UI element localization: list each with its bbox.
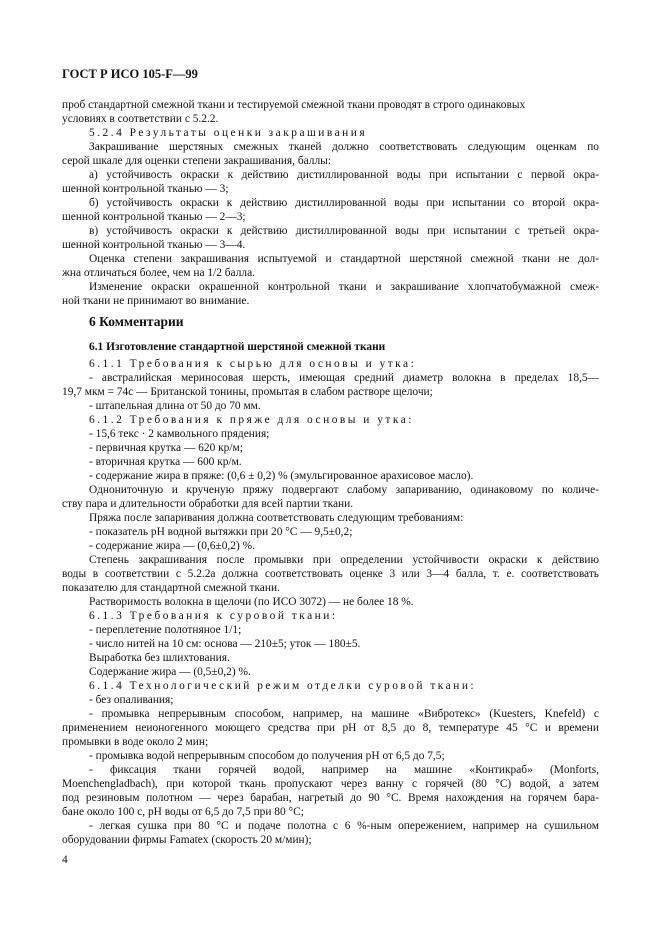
text-line: - без опаливания; bbox=[89, 694, 174, 706]
text-line: шенной контрольной тканью — 3; bbox=[62, 183, 229, 195]
text-line: ной ткани не принимают во внимание. bbox=[62, 295, 250, 307]
text-line: Растворимость волокна в щелочи (по ИСО 3072) — не более 18 %. bbox=[89, 596, 414, 608]
text-line: 19,7 мкм = 74с — Британской тонины, промытая в слабом растворе щелочи; bbox=[62, 386, 433, 398]
text-line: а) устойчивость окраски к действию дистиллированной воды при испытании с первой окра- bbox=[89, 169, 599, 181]
clause-heading-6-1-2: 6.1.2 Требования к пряже для основы и утка: bbox=[89, 414, 414, 426]
text-line: под резиновым полотном — через барабан, нагретый до 90 °С. Время нахождения на горячем бара- bbox=[62, 792, 599, 804]
text-line: применением неионогенного моющего средства при pH от 8,5 до 8, температуре 45 °С и времени bbox=[62, 722, 599, 734]
text-line: условиях в соответствии с 5.2.2. bbox=[62, 113, 219, 125]
text-line: - показатель pH водной вытяжки при 20 °С — 9,5±0,2; bbox=[89, 526, 353, 538]
text-line: - фиксация ткани горячей водой, например на машине «Контикраб» (Monforts, bbox=[89, 764, 599, 776]
text-line: - переплетение полотняное 1/1; bbox=[89, 624, 242, 636]
text-line: шенной контрольной тканью — 2—3; bbox=[62, 211, 246, 223]
text-line: - промывка водой непрерывным способом до получения pH от 6,5 до 7,5; bbox=[89, 750, 445, 762]
text-line: жна отличаться более, чем на 1/2 балла. bbox=[62, 267, 255, 279]
page-number: 4 bbox=[62, 854, 68, 866]
text-line: - австралийская мериносовая шерсть, имеющая средний диаметр волокна в пределах 18,5— bbox=[89, 372, 599, 384]
section-title: 6 Комментарии bbox=[89, 314, 184, 329]
text-line: Пряжа после запаривания должна соответствовать следующим требованиям: bbox=[89, 512, 464, 524]
text-line: Оценка степени закрашивания испытуемой и стандартной шерстяной смежной ткани не дол- bbox=[89, 253, 599, 265]
text-line: - содержание жира — (0,6±0,2) %. bbox=[89, 540, 255, 552]
text-line: показателю для стандартной смежной ткани. bbox=[62, 582, 280, 594]
clause-heading-6-1-3: 6.1.3 Требования к суровой ткани: bbox=[89, 610, 338, 622]
text-line: ству пара и длительности обработки для всей партии ткани. bbox=[62, 498, 354, 510]
text-line: - 15,6 текс · 2 камвольного прядения; bbox=[89, 428, 270, 440]
subsection-title: 6.1 Изготовление стандартной шерстяной смежной ткани bbox=[89, 341, 386, 353]
text-line: Изменение окраски окрашенной контрольной ткани и закрашивание хлопчатобумажной смеж- bbox=[89, 281, 599, 293]
text-line: воды в соответствии с 5.2.2а должна соответствовать оценке 3 или 3—4 балла, т. е. соответствовать bbox=[62, 568, 599, 580]
text-line: - содержание жира в пряже: (0,6 ± 0,2) % (эмульгированное арахисовое масло). bbox=[89, 470, 474, 482]
clause-heading-5-2-4: 5.2.4 Результаты оценки закрашивания bbox=[89, 127, 368, 139]
text-line: Содержание жира — (0,5±0,2) %. bbox=[89, 666, 251, 678]
document-header-code: ГОСТ Р ИСО 105-F—99 bbox=[62, 67, 198, 81]
text-line: Moenchengladbach), при которой ткань пропускают через ванну с горячей (80 °С) водой, а затем bbox=[62, 778, 599, 790]
text-line: оборудовании фирмы Famatex (скорость 20 м/мин); bbox=[62, 834, 312, 846]
text-line: серой шкале для оценки степени закрашивания, баллы: bbox=[62, 155, 331, 167]
text-line: - легкая сушка при 80 °С и подаче полотна с 6 %-ным опережением, например на сушильном bbox=[89, 820, 599, 832]
text-line: Однониточную и крученую пряжу подвергают слабому запариванию, одинаковому по количе- bbox=[89, 484, 599, 496]
text-line: - штапельная длина от 50 до 70 мм. bbox=[89, 400, 261, 412]
text-line: бане около 100 с, pH воды от 6,5 до 7,5 при 80 °С; bbox=[62, 806, 304, 818]
text-line: проб стандартной смежной ткани и тестируемой смежной ткани проводят в строго одинаковых bbox=[62, 99, 526, 111]
clause-heading-6-1-4: 6.1.4 Технологический режим отделки суровой ткани: bbox=[89, 680, 477, 692]
text-line: - вторичная крутка — 600 кр/м. bbox=[89, 456, 242, 468]
text-line: б) устойчивость окраски к действию дистиллированной воды при испытании со второй окра- bbox=[89, 197, 599, 209]
text-line: Закрашивание шерстяных смежных тканей должно соответствовать следующим оценкам по bbox=[89, 141, 599, 153]
text-line: в) устойчивость окраски к действию дистиллированной воды при испытании с третьей окра- bbox=[89, 225, 599, 237]
text-line: Степень закрашивания после промывки при определении устойчивости окраски к действию bbox=[89, 554, 599, 566]
text-line: Выработка без шлихтования. bbox=[89, 652, 230, 664]
text-line: - промывка непрерывным способом, например, на машине «Вибротекс» (Kuesters, Knefeld) с bbox=[89, 708, 599, 720]
text-line: - первичная крутка — 620 кр/м; bbox=[89, 442, 243, 454]
text-line: промывки в воде около 2 мин; bbox=[62, 736, 209, 748]
text-line: - число нитей на 10 см: основа — 210±5; уток — 180±5. bbox=[89, 638, 361, 650]
text-line: шенной контрольной тканью — 3—4. bbox=[62, 239, 246, 251]
clause-heading-6-1-1: 6.1.1 Требования к сырью для основы и утка: bbox=[89, 358, 417, 370]
